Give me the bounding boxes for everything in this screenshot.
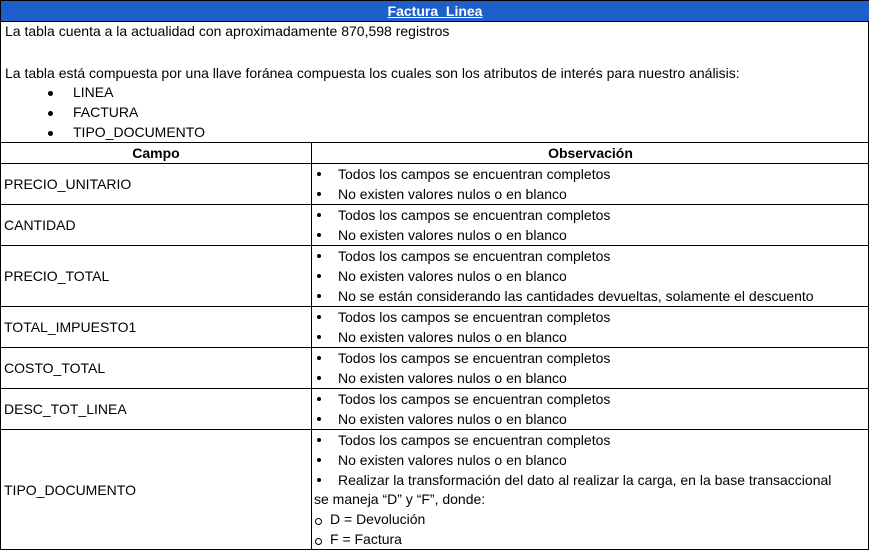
table-row: COSTO_TOTAL Todos los campos se encuentran completos No existen valores nulos o en blanco xyxy=(1,348,869,389)
bullet-icon xyxy=(317,233,321,237)
header-campo: Campo xyxy=(1,143,312,164)
campo-cell: COSTO_TOTAL xyxy=(1,348,312,388)
key-description-text: La tabla está compuesta por una llave foránea compuesta los cuales son los atributos de interés para nuestro análisis: xyxy=(5,65,740,81)
campo-cell: CANTIDAD xyxy=(1,205,312,245)
bullet-icon xyxy=(48,91,53,96)
table-row: DESC_TOT_LINEA Todos los campos se encuentran completos No existen valores nulos o en blanco xyxy=(1,389,869,430)
bullet-icon xyxy=(317,458,321,462)
bullet-icon xyxy=(317,438,321,442)
bullet-icon xyxy=(317,417,321,421)
bullet-icon xyxy=(317,315,321,319)
campo-cell: PRECIO_TOTAL xyxy=(1,246,312,306)
table-row: CANTIDAD Todos los campos se encuentran completos No existen valores nulos o en blanco xyxy=(1,205,869,246)
bullet-icon xyxy=(317,192,321,196)
table-row: PRECIO_TOTAL Todos los campos se encuentran completos No existen valores nulos o en blanco No se están considerando las cantidades devueltas, solamente el descuento xyxy=(1,246,869,307)
table-row: TIPO_DOCUMENTO Todos los campos se encuentran completos No existen valores nulos o en blanco Realizar la transformación del dato al realizar la carga, en la base transaccional se maneja “D” y “F”, donde: D = Devolución F = Factura xyxy=(1,430,869,550)
intro-section: La tabla cuenta a la actualidad con aproximadamente 870,598 registros La tabla está compuesta por una llave foránea compuesta los cuales son los atributos de interés para nuestro análisis: LINEA FACTURA TIPO_DOCUMENTO xyxy=(1,22,869,143)
bullet-icon xyxy=(317,294,321,298)
bullet-icon xyxy=(317,274,321,278)
bullet-icon xyxy=(317,376,321,380)
circle-bullet-icon xyxy=(315,518,322,525)
bullet-icon xyxy=(317,356,321,360)
campo-cell: DESC_TOT_LINEA xyxy=(1,389,312,429)
table-title: Factura_Linea xyxy=(1,1,869,22)
circle-bullet-icon xyxy=(315,538,322,545)
campo-cell: PRECIO_UNITARIO xyxy=(1,164,312,204)
bullet-icon xyxy=(48,111,53,116)
record-count-text: La tabla cuenta a la actualidad con aproximadamente 870,598 registros xyxy=(5,23,450,39)
bullet-icon xyxy=(317,254,321,258)
campo-cell: TOTAL_IMPUESTO1 xyxy=(1,307,312,347)
bullet-icon xyxy=(48,131,53,136)
bullet-icon xyxy=(317,213,321,217)
table-row: PRECIO_UNITARIO Todos los campos se encuentran completos No existen valores nulos o en blanco xyxy=(1,164,869,205)
campo-cell: TIPO_DOCUMENTO xyxy=(1,430,312,550)
bullet-icon xyxy=(317,397,321,401)
bullet-icon xyxy=(317,478,321,482)
bullet-icon xyxy=(317,335,321,339)
header-observacion: Observación xyxy=(312,143,869,164)
table-row: TOTAL_IMPUESTO1 Todos los campos se encuentran completos No existen valores nulos o en blanco xyxy=(1,307,869,348)
bullet-icon xyxy=(317,172,321,176)
